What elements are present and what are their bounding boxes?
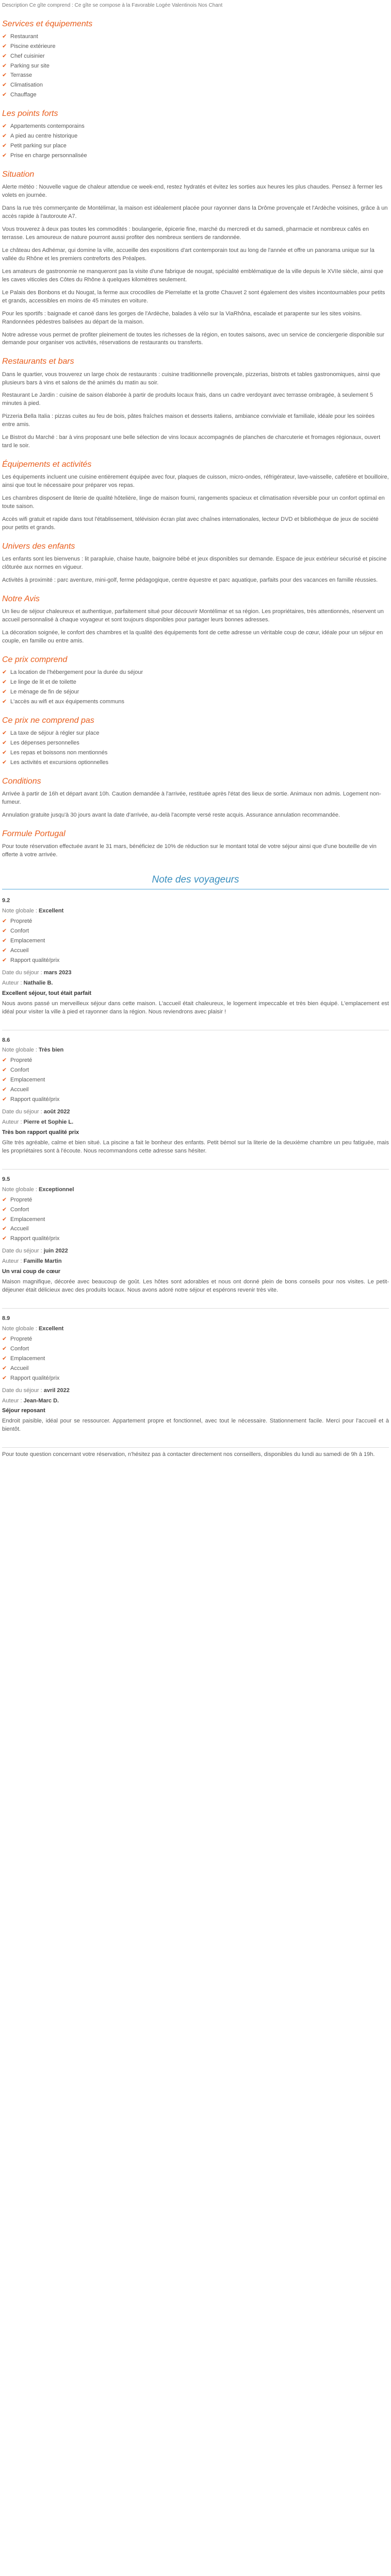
price-includes-item — [2, 679, 389, 687]
strength-item-label: Appartements contemporains — [10, 123, 85, 130]
reviews-list — [2, 894, 389, 1448]
situation-paragraph: Les amateurs de gastronomie ne manqueront pas la visite d'une fabrique de nougat, spécialité emblématique de la ville depuis le XVIIe siècle, ainsi que les caves viticoles des Côtes du Rhône à quelques kilomètres seulement. — [2, 268, 383, 283]
universe-text — [2, 555, 389, 585]
equipment-paragraph: Accès wifi gratuit et rapide dans tout l'établissement, télévision écran plat avec chaînes internationales, lecteur DVD et bibliothèque de jeux de société pour petits et grands. — [2, 516, 379, 531]
check-icon: ✔ — [2, 698, 7, 705]
price-includes-item — [2, 698, 389, 706]
review-date — [2, 1108, 389, 1116]
review-date-label: Date du séjour : — [2, 1387, 42, 1394]
review-body: Endroit paisible, idéal pour se ressourcer. Appartement propre et fonctionnel, avec tout le nécessaire. Stationnement facile. Merci pour l'accueil et à bientôt. — [2, 1418, 389, 1433]
review-feature — [2, 1086, 389, 1094]
service-item-label: Piscine extérieure — [10, 43, 56, 49]
review-feature-label: Propreté — [10, 918, 32, 925]
price-excludes-heading: Ce prix ne comprend pas — [2, 716, 94, 725]
price-includes-item-label: L'accès au wifi et aux équipements communs — [10, 698, 124, 705]
price-includes-list — [2, 669, 389, 706]
review-feature — [2, 947, 389, 955]
review-date-value: avril 2022 — [43, 1387, 70, 1394]
review-feature-label: Emplacement — [10, 938, 45, 944]
note-paragraph: La décoration soignée, le confort des chambres et la qualité des équipements font de cette adresse un véritable coup de cœur, idéale pour un séjour en couple, en famille ou entre amis. — [2, 629, 383, 644]
review-feature-label: Rapport qualité/prix — [10, 957, 60, 963]
service-item — [2, 91, 389, 99]
restaurants-heading: Restaurants et bars — [2, 357, 74, 366]
restaurants-paragraph: Pizzeria Bella Italia : pizzas cuites au feu de bois, pâtes fraîches maison et desserts italiens, ambiance conviviale et familiale, idéale pour les soirées entre amis. — [2, 413, 375, 428]
review-body: Nous avons passé un merveilleux séjour dans cette maison. L'accueil était chaleureux, le logement impeccable et très bien équipé. L'emplacement est idéal pour visiter la ville à pied et rayonner dans la région. Nous reviendrons avec plaisir ! — [2, 1000, 389, 1015]
price-includes-item — [2, 688, 389, 697]
review-author — [2, 1258, 389, 1266]
review-date-value: juin 2022 — [43, 1248, 68, 1255]
review-separator — [2, 1169, 389, 1170]
check-icon: ✔ — [2, 1335, 7, 1342]
review-author-label: Auteur : — [2, 1397, 22, 1404]
review-feature-label: Rapport qualité/prix — [10, 1096, 60, 1103]
review-feature — [2, 1225, 389, 1233]
intro-description: Description Ce gîte comprend : Ce gîte se compose à la Favorable Logée Valentinois Nos Chant — [2, 3, 223, 8]
check-icon: ✔ — [2, 33, 7, 40]
universe-heading: Univers des enfants — [2, 541, 75, 551]
review-date — [2, 1247, 389, 1256]
check-icon: ✔ — [2, 1216, 7, 1223]
review-date-value: août 2022 — [43, 1109, 70, 1115]
price-excludes-item-label: Les activités et excursions optionnelles — [10, 759, 109, 766]
service-item-label: Parking sur site — [10, 62, 50, 69]
check-icon: ✔ — [2, 152, 7, 159]
check-icon: ✔ — [2, 928, 7, 935]
situation-paragraph: Le château des Adhémar, qui domine la ville, accueille des expositions d'art contemporain tout au long de l'année et offre un panorama unique sur la vallée du Rhône et les premiers contreforts des Préalpes. — [2, 247, 374, 262]
review-feature — [2, 1057, 389, 1065]
universe-paragraph: Les enfants sont les bienvenus : lit parapluie, chaise haute, baignoire bébé et jeux disponibles sur demande. Espace de jeux extérieur sécurisé et piscine clôturée aux normes en vigueur. — [2, 556, 387, 570]
review-score — [2, 897, 389, 905]
equipment-text — [2, 473, 389, 532]
check-icon: ✔ — [2, 918, 7, 925]
check-icon: ✔ — [2, 133, 7, 140]
review-feature-label: Rapport qualité/prix — [10, 1375, 60, 1381]
strength-item — [2, 152, 389, 160]
review-separator — [2, 1308, 389, 1309]
check-icon: ✔ — [2, 43, 7, 49]
check-icon: ✔ — [2, 1235, 7, 1242]
review-feature — [2, 1196, 389, 1205]
review-feature-label: Confort — [10, 1345, 29, 1352]
check-icon: ✔ — [2, 1345, 7, 1352]
review-score-value: 9.5 — [2, 1176, 10, 1182]
strength-item — [2, 123, 389, 131]
review-author — [2, 1118, 389, 1127]
price-excludes-item — [2, 739, 389, 748]
check-icon: ✔ — [2, 1077, 7, 1083]
service-item-label: Chef cuisinier — [10, 53, 45, 59]
check-icon: ✔ — [2, 1355, 7, 1362]
situation-paragraph: Le Palais des Bonbons et du Nougat, la ferme aux crocodiles de Pierrelatte et la grotte Chauvet 2 sont également des visites incontournables pour petits et grands, accessibles en moins de 45 minutes en voiture. — [2, 289, 385, 304]
service-item-label: Terrasse — [10, 72, 32, 79]
check-icon: ✔ — [2, 82, 7, 89]
review-date-label: Date du séjour : — [2, 1248, 42, 1255]
check-icon: ✔ — [2, 669, 7, 675]
service-item-label: Chauffage — [10, 92, 37, 98]
review-author-value: Pierre et Sophie L. — [23, 1119, 74, 1126]
review-score-value: 8.6 — [2, 1037, 10, 1043]
review-author-label: Auteur : — [2, 1258, 22, 1265]
situation-paragraph: Alerte météo : Nouvelle vague de chaleur attendue ce week-end, restez hydratés et évitez les sorties aux heures les plus chaudes. Pensez à fermer les volets en journée. — [2, 184, 383, 199]
situation-paragraph: Pour les sportifs : baignade et canoë dans les gorges de l'Ardèche, balades à vélo sur la ViaRhôna, escalade et parapente sur les sites voisins. Randonnées pédestres balisées au départ de la maison. — [2, 310, 362, 325]
review-card — [2, 894, 389, 1026]
review-author-label: Auteur : — [2, 1119, 22, 1126]
conditions-heading: Conditions — [2, 776, 41, 786]
restaurants-paragraph: Restaurant Le Jardin : cuisine de saison élaborée à partir de produits locaux frais, dans un cadre verdoyant avec terrasse ombragée, à seulement 5 minutes à pied. — [2, 392, 373, 407]
check-icon: ✔ — [2, 739, 7, 746]
equipment-paragraph: Les équipements incluent une cuisine entièrement équipée avec four, plaques de cuisson, micro-ondes, réfrigérateur, lave-vaisselle, cafetière et bouilloire, ainsi que tout le nécessaire pour préparer vos repas. — [2, 474, 389, 489]
check-icon: ✔ — [2, 957, 7, 963]
review-feature — [2, 1096, 389, 1104]
service-item — [2, 62, 389, 71]
reviews-divider — [2, 889, 389, 890]
strengths-heading: Les points forts — [2, 109, 58, 118]
services-list — [2, 33, 389, 100]
situation-paragraph: Vous trouverez à deux pas toutes les commodités : boulangerie, épicerie fine, marché du mercredi et du samedi, pharmacie et nombreux cafés en terrasse. Les amoureux de nature pourront aussi profiter des nombreux sentiers de randonnée. — [2, 226, 369, 241]
review-feature-label: Accueil — [10, 1087, 29, 1093]
conditions-text — [2, 790, 389, 820]
review-score — [2, 1315, 389, 1323]
review-rating-label: Note globale : — [2, 1186, 37, 1193]
check-icon: ✔ — [2, 1226, 7, 1232]
review-feature-label: Emplacement — [10, 1077, 45, 1083]
review-feature-label: Confort — [10, 928, 29, 935]
review-separator — [2, 1447, 389, 1448]
situation-heading: Situation — [2, 170, 35, 179]
review-feature — [2, 1335, 389, 1344]
review-feature — [2, 918, 389, 926]
review-title: Séjour reposant — [2, 1408, 45, 1414]
price-excludes-item — [2, 730, 389, 738]
review-author-value: Jean-Marc D. — [23, 1397, 59, 1404]
review-feature-label: Emplacement — [10, 1355, 45, 1362]
note-text — [2, 608, 389, 646]
review-author-value: Famille Martin — [23, 1258, 62, 1265]
review-score-value: 8.9 — [2, 1315, 10, 1322]
review-feature — [2, 1066, 389, 1075]
universe-paragraph: Activités à proximité : parc aventure, mini-golf, ferme pédagogique, centre équestre et parc aquatique, parfaits pour des vacances en famille réussies. — [2, 577, 378, 583]
review-feature-label: Propreté — [10, 1335, 32, 1342]
review-title: Très bon rapport qualité prix — [2, 1129, 79, 1136]
service-item — [2, 43, 389, 51]
review-title: Un vrai coup de cœur — [2, 1268, 61, 1275]
footer-text: Pour toute question concernant votre réservation, n'hésitez pas à contacter directement nos conseillers, disponibles du lundi au samedi de 9h à 19h. — [2, 1451, 375, 1458]
review-feature — [2, 1355, 389, 1363]
situation-text — [2, 183, 389, 347]
review-feature — [2, 1216, 389, 1224]
review-date-label: Date du séjour : — [2, 969, 42, 976]
review-feature — [2, 1375, 389, 1383]
review-feature-label: Emplacement — [10, 1216, 45, 1223]
service-item-label: Restaurant — [10, 33, 38, 40]
restaurants-text — [2, 371, 389, 451]
price-includes-item-label: La location de l'hébergement pour la durée du séjour — [10, 669, 143, 675]
review-feature-label: Accueil — [10, 1226, 29, 1232]
review-author-value: Nathalie B. — [23, 979, 53, 986]
situation-paragraph: Notre adresse vous permet de profiter pleinement de toutes les richesses de la région, en toutes saisons, avec un service de conciergerie disponible sur demande pour organiser vos activités, réservations de restaurants ou transferts. — [2, 331, 385, 346]
restaurants-paragraph: Dans le quartier, vous trouverez un large choix de restaurants : cuisine traditionnelle provençale, pizzerias, bistrots et tables gastronomiques, ainsi que plusieurs bars à vins et salons de thé animés du matin au soir. — [2, 371, 381, 386]
check-icon: ✔ — [2, 947, 7, 954]
check-icon: ✔ — [2, 688, 7, 695]
price-includes-item — [2, 669, 389, 677]
review-feature — [2, 1235, 389, 1243]
review-score — [2, 1176, 389, 1184]
review-rating — [2, 1046, 389, 1055]
conditions-paragraph: Arrivée à partir de 16h et départ avant 10h. Caution demandée à l'arrivée, restituée après l'état des lieux de sortie. Animaux non admis. Logement non-fumeur. — [2, 790, 381, 805]
review-title: Excellent séjour, tout était parfait — [2, 990, 91, 996]
strength-item-label: Petit parking sur place — [10, 143, 67, 149]
service-item — [2, 33, 389, 41]
strength-item-label: A pied au centre historique — [10, 133, 78, 140]
price-excludes-item — [2, 759, 389, 767]
review-feature — [2, 1365, 389, 1373]
situation-paragraph: Dans la rue très commerçante de Montélimar, la maison est idéalement placée pour rayonner dans la Drôme provençale et l'Ardèche voisines, grâce à un accès rapide à l'autoroute A7. — [2, 205, 388, 220]
review-feature-label: Confort — [10, 1067, 29, 1074]
check-icon: ✔ — [2, 1375, 7, 1381]
price-includes-heading: Ce prix comprend — [2, 655, 68, 664]
check-icon: ✔ — [2, 679, 7, 685]
strength-item — [2, 132, 389, 141]
review-date — [2, 1387, 389, 1395]
check-icon: ✔ — [2, 53, 7, 59]
note-heading: Notre Avis — [2, 594, 40, 603]
review-feature-label: Propreté — [10, 1196, 32, 1203]
service-item — [2, 72, 389, 80]
review-feature-label: Rapport qualité/prix — [10, 1235, 60, 1242]
review-feature-label: Confort — [10, 1206, 29, 1213]
check-icon: ✔ — [2, 1057, 7, 1064]
price-excludes-item-label: Les dépenses personnelles — [10, 739, 79, 746]
check-icon: ✔ — [2, 72, 7, 79]
review-card — [2, 1312, 389, 1444]
review-features — [2, 1335, 389, 1383]
review-card — [2, 1033, 389, 1166]
check-icon: ✔ — [2, 62, 7, 69]
review-author-label: Auteur : — [2, 979, 22, 986]
strength-item-label: Prise en charge personnalisée — [10, 152, 87, 159]
check-icon: ✔ — [2, 938, 7, 944]
price-excludes-list — [2, 730, 389, 767]
price-includes-item-label: Le linge de lit et de toilette — [10, 679, 76, 685]
conditions-paragraph: Annulation gratuite jusqu'à 30 jours avant la date d'arrivée, au-delà l'acompte versé reste acquis. Assurance annulation recommandée. — [2, 811, 340, 818]
service-item — [2, 81, 389, 90]
review-date-value: mars 2023 — [43, 969, 72, 976]
price-excludes-item-label: Les repas et boissons non mentionnés — [10, 749, 108, 756]
review-card — [2, 1173, 389, 1305]
strength-item — [2, 142, 389, 150]
review-rating-value: Très bien — [38, 1047, 64, 1054]
review-feature — [2, 1076, 389, 1084]
review-feature — [2, 927, 389, 936]
formula-text: Pour toute réservation effectuée avant le 31 mars, bénéficiez de 10% de réduction sur le montant total de votre séjour ainsi que d'une bouteille de vin offerte à votre arrivée. — [2, 843, 377, 858]
equipment-paragraph: Les chambres disposent de literie de qualité hôtelière, linge de maison fourni, rangements spacieux et climatisation réversible pour un confort optimal en toute saison. — [2, 495, 385, 510]
restaurants-paragraph: Le Bistrot du Marché : bar à vins proposant une belle sélection de vins locaux accompagnés de planches de charcuterie et fromages régionaux, ouvert tard le soir. — [2, 434, 381, 449]
review-feature — [2, 957, 389, 965]
review-features — [2, 1057, 389, 1104]
review-feature — [2, 1206, 389, 1214]
check-icon: ✔ — [2, 1365, 7, 1371]
review-author — [2, 1397, 389, 1405]
services-heading: Services et équipements — [2, 19, 93, 28]
equipment-heading: Équipements et activités — [2, 460, 92, 469]
check-icon: ✔ — [2, 730, 7, 736]
check-icon: ✔ — [2, 92, 7, 98]
check-icon: ✔ — [2, 1196, 7, 1203]
review-rating-value: Exceptionnel — [38, 1186, 74, 1193]
review-date — [2, 969, 389, 977]
check-icon: ✔ — [2, 759, 7, 766]
check-icon: ✔ — [2, 749, 7, 756]
review-score — [2, 1037, 389, 1045]
check-icon: ✔ — [2, 123, 7, 130]
review-rating-label: Note globale : — [2, 1047, 37, 1054]
price-excludes-item-label: La taxe de séjour à régler sur place — [10, 730, 100, 736]
check-icon: ✔ — [2, 1096, 7, 1103]
price-excludes-item — [2, 749, 389, 757]
formula-heading: Formule Portugal — [2, 829, 66, 838]
reviews-heading: Note des voyageurs — [152, 874, 239, 885]
review-rating — [2, 1325, 389, 1333]
review-feature-label: Accueil — [10, 947, 29, 954]
review-rating-label: Note globale : — [2, 908, 37, 914]
price-includes-item-label: Le ménage de fin de séjour — [10, 688, 79, 695]
review-rating-value: Excellent — [38, 1325, 64, 1332]
review-author — [2, 979, 389, 988]
check-icon: ✔ — [2, 1087, 7, 1093]
review-feature — [2, 1345, 389, 1353]
check-icon: ✔ — [2, 1206, 7, 1213]
review-rating-value: Excellent — [38, 908, 64, 914]
service-item — [2, 53, 389, 61]
review-body: Maison magnifique, décorée avec beaucoup de goût. Les hôtes sont adorables et nous ont donné plein de bons conseils pour nos visites. Le petit-déjeuner était délicieux avec des produits locaux. Nous avons adoré notre séjour et espérons revenir très vite. — [2, 1279, 389, 1294]
review-feature-label: Propreté — [10, 1057, 32, 1064]
review-rating-label: Note globale : — [2, 1325, 37, 1332]
review-features — [2, 918, 389, 965]
review-score-value: 9.2 — [2, 897, 10, 904]
review-feature-label: Accueil — [10, 1365, 29, 1371]
strengths-list — [2, 123, 389, 160]
service-item-label: Climatisation — [10, 82, 43, 89]
note-paragraph: Un lieu de séjour chaleureux et authentique, parfaitement situé pour découvrir Montélimar et sa région. Les propriétaires, très attentionnés, réservent un accueil personnalisé à chaque voyageur et sont toujours disponibles pour partager leurs bonnes adresses. — [2, 608, 384, 623]
check-icon: ✔ — [2, 1067, 7, 1074]
review-rating — [2, 907, 389, 916]
review-body: Gîte très agréable, calme et bien situé. La piscine a fait le bonheur des enfants. Petit bémol sur la literie de la deuxième chambre un peu fatiguée, mais les propriétaires sont à l'écoute. Nous recommandons cette adresse sans hésiter. — [2, 1139, 389, 1154]
review-features — [2, 1196, 389, 1244]
review-feature — [2, 937, 389, 945]
review-date-label: Date du séjour : — [2, 1109, 42, 1115]
check-icon: ✔ — [2, 143, 7, 149]
review-rating — [2, 1186, 389, 1194]
